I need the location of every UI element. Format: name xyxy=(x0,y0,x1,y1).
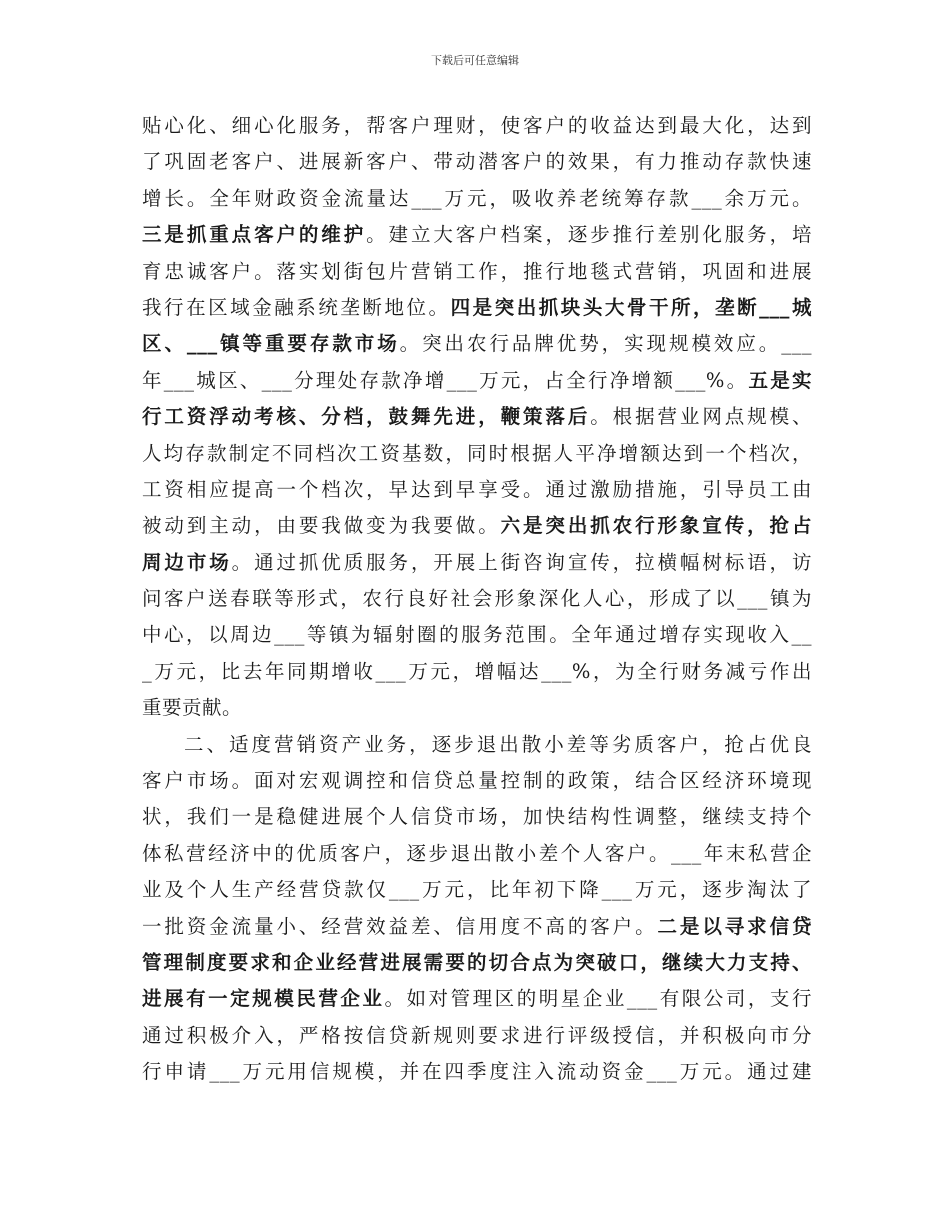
text-run: 。通过抓优质服务，开展上街咨询宣传，拉横幅树标语，访 xyxy=(231,550,812,574)
text-line xyxy=(142,436,812,472)
paragraph-2 xyxy=(142,727,812,1091)
text-line xyxy=(142,763,812,799)
text-run: 重要贡献。 xyxy=(142,696,243,720)
text-line xyxy=(142,836,812,872)
bold-run: 六是突出抓农行形象宣传，抢占 xyxy=(500,514,812,538)
text-run: 二、适度营销资产业务，逐步退出散小差等劣质客户，抢占优良 xyxy=(184,732,812,756)
text-run: 工资相应提高一个档次，早达到早享受。通过激励措施，引导员工由 xyxy=(142,477,812,501)
text-line xyxy=(142,909,812,945)
text-line xyxy=(142,326,812,362)
text-run: 一批资金流量小、经营效益差、信用度不高的客户。 xyxy=(142,914,658,938)
text-run: 。如对管理区的明星企业___有限公司，支行 xyxy=(384,987,812,1011)
text-run: 中心，以周边___等镇为辐射圈的服务范围。全年通过增存实现收入__ xyxy=(142,623,812,647)
text-run: 年___城区、___分理处存款净增___万元，占全行净增额___%。 xyxy=(142,368,749,392)
text-line xyxy=(142,690,812,726)
bold-run: 区、___镇等重要存款市场 xyxy=(142,332,400,356)
text-line xyxy=(142,945,812,981)
page-header: 下载后可任意编辑 xyxy=(431,54,519,67)
text-run: 育忠诚客户。落实划街包片营销工作，推行地毯式营销，巩固和进展 xyxy=(142,259,812,283)
text-line xyxy=(142,144,812,180)
text-run: 。突出农行品牌优势，实现规模效应。___ xyxy=(399,332,812,356)
text-line xyxy=(142,654,812,690)
bold-run: 五是实 xyxy=(748,368,812,392)
text-run: 通过积极介入，严格按信贷新规则要求进行评级授信，并积极向市分 xyxy=(142,1023,812,1047)
text-run: 行申请___万元用信规模，并在四季度注入流动资金___万元。通过建 xyxy=(142,1060,812,1084)
text-run: 了巩固老客户、进展新客户、带动潜客户的效果，有力推动存款快速 xyxy=(142,150,812,174)
text-line xyxy=(142,799,812,835)
text-run: 我行在区域金融系统垄断地位。 xyxy=(142,295,451,319)
text-line xyxy=(142,1054,812,1090)
text-line xyxy=(142,363,812,399)
text-line xyxy=(142,108,812,144)
text-line xyxy=(142,981,812,1017)
text-line xyxy=(142,217,812,253)
text-line xyxy=(142,472,812,508)
text-line xyxy=(142,399,812,435)
text-run: 业及个人生产经营贷款仅___万元，比年初下降___万元，逐步淘汰了 xyxy=(142,878,812,902)
text-run: 人均存款制定不同档次工资基数，同时根据人平净增额达到一个档次， xyxy=(142,441,812,465)
text-line xyxy=(142,254,812,290)
text-line xyxy=(142,545,812,581)
bold-run: 二是以寻求信贷 xyxy=(657,914,812,938)
text-line xyxy=(142,727,812,763)
text-line xyxy=(142,581,812,617)
text-line xyxy=(142,617,812,653)
text-run: _万元，比去年同期增收___万元，增幅达___%，为全行财务减亏作出 xyxy=(142,659,812,683)
bold-run: 进展有一定规模民营企业 xyxy=(142,987,385,1011)
text-run: 。根据营业网点规模、 xyxy=(590,405,812,429)
text-line xyxy=(142,508,812,544)
paragraph-1 xyxy=(142,108,812,727)
text-run: 问客户送春联等形式，农行良好社会形象深化人心，形成了以___镇为 xyxy=(142,587,812,611)
text-line xyxy=(142,872,812,908)
text-run: 贴心化、细心化服务，帮客户理财，使客户的收益达到最大化，达到 xyxy=(142,114,812,137)
document-body xyxy=(142,108,812,1091)
text-line xyxy=(142,290,812,326)
text-run: 体私营经济中的优质客户，逐步退出散小差个人客户。___年末私营企 xyxy=(142,841,812,865)
bold-run: 三是抓重点客户的维护 xyxy=(142,223,367,247)
text-run: 增长。全年财政资金流量达___万元，吸收养老统筹存款___余万元。 xyxy=(142,186,812,210)
text-run: 客户市场。面对宏观调控和信贷总量控制的政策，结合区经济环境现 xyxy=(142,769,812,793)
text-run: 被动到主动，由要我做变为我要做。 xyxy=(142,514,501,538)
bold-run: 行工资浮动考核、分档，鼓舞先进，鞭策落后 xyxy=(142,405,591,429)
bold-run: 管理制度要求和企业经营进展需要的切合点为突破口，继续大力支持、 xyxy=(142,950,812,974)
text-run: 。建立大客户档案，逐步推行差别化服务，培 xyxy=(366,223,812,247)
text-line xyxy=(142,181,812,217)
text-line xyxy=(142,1018,812,1054)
text-run: 状，我们一是稳健进展个人信贷市场，加快结构性调整，继续支持个 xyxy=(142,805,812,829)
bold-run: 四是突出抓块头大骨干所，垄断___城 xyxy=(450,295,812,319)
bold-run: 周边市场 xyxy=(142,550,232,574)
